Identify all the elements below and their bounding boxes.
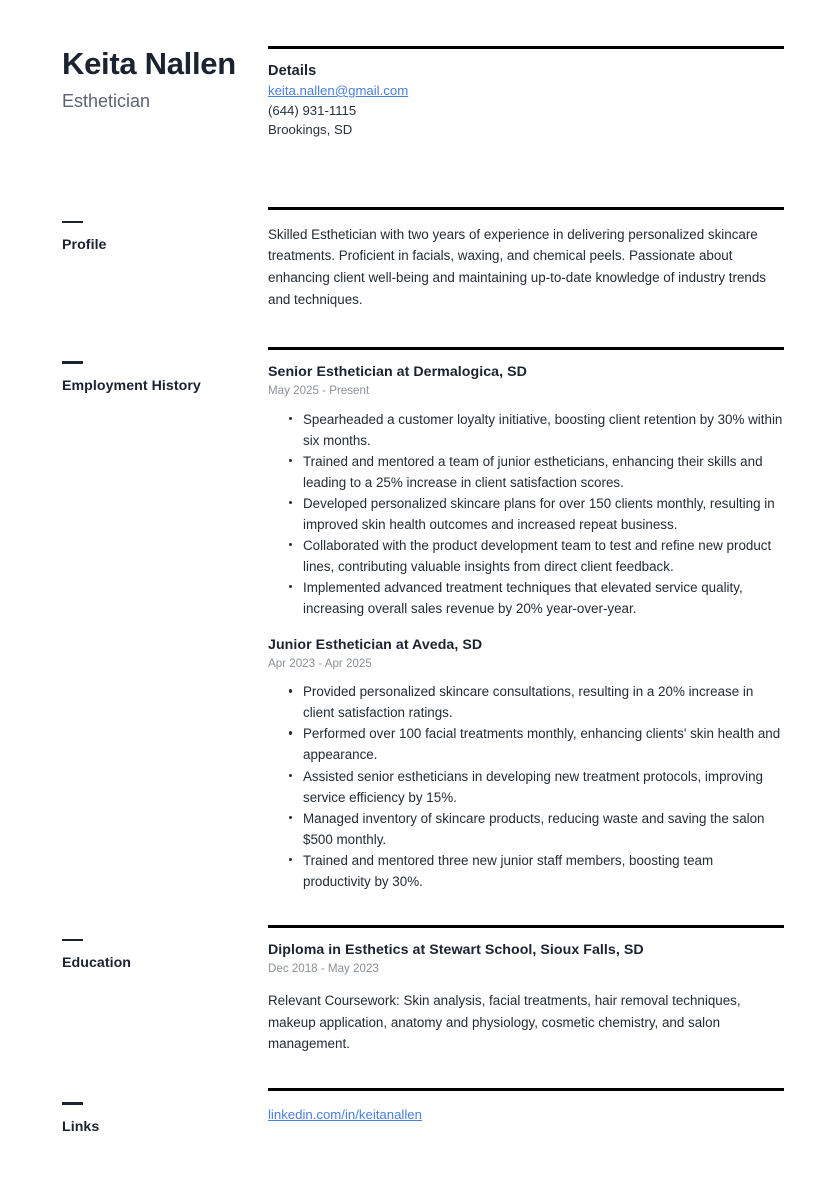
list-item: Provided personalized skincare consultations, resulting in a 20% increase in client satisfaction ratings. bbox=[289, 681, 784, 723]
employment-entry-date: Apr 2023 - Apr 2025 bbox=[268, 657, 372, 671]
employment-entry-title: Senior Esthetician at Dermalogica, SD bbox=[268, 364, 527, 381]
sidebar-accent-rule-education bbox=[62, 939, 83, 942]
details-block bbox=[268, 49, 784, 140]
links-label-wrap bbox=[62, 1088, 268, 1136]
education-label-wrap bbox=[62, 925, 268, 973]
education-content-column bbox=[268, 925, 833, 1055]
employment-label-column bbox=[0, 347, 268, 395]
employment-entry-date: May 2025 - Present bbox=[268, 384, 370, 398]
phone-text: (644) 931-1115 bbox=[268, 102, 357, 118]
details-column bbox=[268, 0, 833, 140]
list-item: Spearheaded a customer loyalty initiative, boosting client retention by 30% within six months. bbox=[289, 409, 784, 451]
list-item: Collaborated with the product development team to test and refine new product lines, contributing valuable insights from direct client feedback. bbox=[289, 535, 784, 577]
employment-label-wrap bbox=[62, 347, 268, 395]
education-label-column bbox=[0, 925, 268, 973]
header-identity bbox=[0, 0, 268, 113]
candidate-name: Keita Nallen bbox=[62, 46, 236, 81]
section-label-profile: Profile bbox=[62, 237, 107, 254]
profile-content-column bbox=[268, 207, 833, 311]
links-section bbox=[0, 1088, 833, 1136]
profile-label-wrap bbox=[62, 207, 268, 255]
linkedin-link[interactable]: linkedin.com/in/keitanallen bbox=[268, 1107, 422, 1123]
education-entry-description: Relevant Coursework: Skin analysis, facial treatments, hair removal techniques, makeup application, anatomy and physiology, cosmetic chemistry, and salon management. bbox=[268, 993, 741, 1052]
sidebar-accent-rule-profile bbox=[62, 221, 83, 224]
education-block bbox=[268, 928, 784, 1055]
profile-text: Skilled Esthetician with two years of experience in delivering personalized skincare treatments. Proficient in facials, waxing, and chemical peels. Passionate about enhancing client well-being and maintaining up-to-date knowledge of industry trends and techniques. bbox=[268, 226, 766, 307]
list-item: Trained and mentored a team of junior estheticians, enhancing their skills and leading to a 25% increase in client satisfaction scores. bbox=[289, 451, 784, 493]
links-content-column bbox=[268, 1088, 833, 1125]
candidate-job-title: Esthetician bbox=[62, 90, 151, 111]
employment-content-column bbox=[268, 347, 833, 891]
section-label-links: Links bbox=[62, 1118, 100, 1135]
details-email-row bbox=[268, 81, 784, 101]
profile-label-column bbox=[0, 207, 268, 255]
employment-entry bbox=[268, 637, 784, 892]
education-entry-title: Diploma in Esthetics at Stewart School, Sioux Falls, SD bbox=[268, 941, 644, 958]
section-label-education: Education bbox=[62, 955, 132, 972]
profile-block bbox=[268, 210, 784, 311]
employment-entry-bullets bbox=[268, 681, 784, 891]
list-item: Managed inventory of skincare products, reducing waste and saving the salon $500 monthly. bbox=[289, 808, 784, 850]
section-label-employment: Employment History bbox=[62, 378, 201, 394]
list-item: Developed personalized skincare plans for over 150 clients monthly, resulting in improved skin health outcomes and increased repeat business. bbox=[289, 493, 784, 535]
employment-entry bbox=[268, 364, 784, 619]
profile-section bbox=[0, 207, 833, 311]
links-row bbox=[268, 1105, 784, 1125]
links-label-column bbox=[0, 1088, 268, 1136]
list-item: Assisted senior estheticians in developing new treatment protocols, improving service efficiency by 15%. bbox=[289, 766, 784, 808]
education-section bbox=[0, 925, 833, 1055]
employment-block bbox=[268, 350, 784, 891]
sidebar-accent-rule-links bbox=[62, 1102, 83, 1105]
header-details-section bbox=[0, 0, 833, 140]
education-entry bbox=[268, 942, 784, 1055]
list-item: Performed over 100 facial treatments monthly, enhancing clients' skin health and appearance. bbox=[289, 723, 784, 765]
location-text: Brookings, SD bbox=[268, 122, 353, 138]
list-item: Implemented advanced treatment techniques that elevated service quality, increasing overall sales revenue by 20% year-over-year. bbox=[289, 577, 784, 619]
email-link[interactable]: keita.nallen@gmail.com bbox=[268, 83, 409, 98]
employment-entry-title: Junior Esthetician at Aveda, SD bbox=[268, 637, 483, 654]
details-heading: Details bbox=[268, 63, 317, 79]
employment-entry-bullets bbox=[268, 409, 784, 619]
education-entry-date: Dec 2018 - May 2023 bbox=[268, 961, 379, 975]
employment-section bbox=[0, 347, 833, 891]
sidebar-accent-rule-employment bbox=[62, 361, 83, 364]
links-block bbox=[268, 1091, 784, 1125]
list-item: Trained and mentored three new junior staff members, boosting team productivity by 30%. bbox=[289, 850, 784, 892]
